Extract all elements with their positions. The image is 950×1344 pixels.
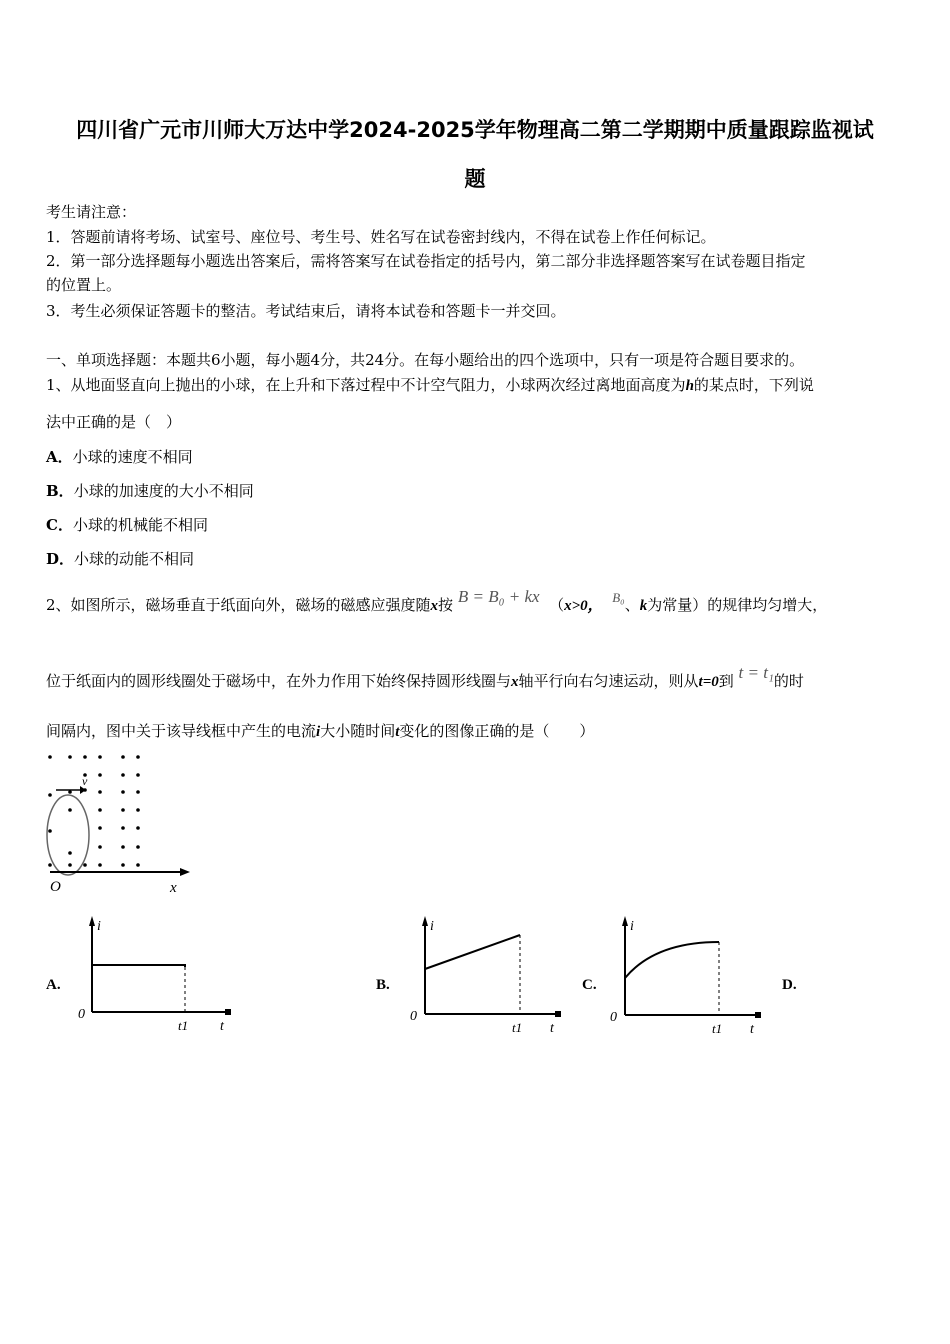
field-dot [121, 755, 125, 759]
field-dot [83, 863, 87, 867]
origin-label: O [50, 879, 61, 895]
q1-option-a[interactable]: A．小球的速度不相同 [46, 448, 193, 466]
svg-text:0: 0 [78, 1007, 85, 1022]
field-dot [121, 863, 125, 867]
q1-stem: 1、从地面竖直向上抛出的小球，在上升和下落过程中不计空气阻力，小球两次经过离地面高度为h的某点时，下列说 [46, 376, 814, 394]
svg-text:t: t [750, 1022, 754, 1037]
field-dot [121, 790, 125, 794]
svg-text:i: i [97, 919, 101, 934]
notice-heading: 考生请注意： [46, 203, 137, 221]
doc-title: 四川省广元市川师大万达中学2024-2025学年物理高二第二学期期中质量跟踪监视试 [76, 118, 874, 142]
q2-option-d[interactable]: D. [782, 977, 797, 993]
field-dot [48, 793, 52, 797]
q2-option-a[interactable]: A. [46, 977, 61, 993]
graph-c [600, 912, 770, 1037]
svg-text:0: 0 [410, 1009, 417, 1024]
q1-option-c[interactable]: C．小球的机械能不相同 [46, 516, 208, 534]
field-dot [68, 808, 72, 812]
field-dot [98, 826, 102, 830]
magnetic-field-figure [40, 745, 200, 900]
field-dot [121, 826, 125, 830]
field-dot [136, 826, 140, 830]
field-dot [98, 808, 102, 812]
notice-item: 3．考生必须保证答题卡的整洁。考试结束后，请将本试卷和答题卡一并交回。 [46, 302, 566, 320]
svg-text:t: t [220, 1019, 224, 1034]
graph-a [70, 912, 240, 1037]
doc-title-cont: 题 [464, 167, 486, 191]
graph-b [400, 912, 570, 1037]
field-dot [98, 755, 102, 759]
q2-option-c[interactable]: C. [582, 977, 597, 993]
field-dot [98, 790, 102, 794]
field-dot [136, 863, 140, 867]
field-dot [48, 755, 52, 759]
field-dot [136, 790, 140, 794]
field-dot [121, 773, 125, 777]
field-dot [98, 845, 102, 849]
q1-stem-cont: 法中正确的是（ ） [46, 413, 182, 431]
svg-text:t1: t1 [178, 1018, 189, 1033]
field-dot [121, 808, 125, 812]
svg-text:t1: t1 [712, 1021, 723, 1036]
field-dot [68, 755, 72, 759]
q1-option-d[interactable]: D．小球的动能不相同 [46, 550, 195, 568]
section-heading: 一、单项选择题：本题共6小题，每小题4分，共24分。在每小题给出的四个选项中，只有一项是符合题目要求的。 [46, 351, 805, 369]
current-curve [625, 942, 719, 978]
x-axis-label: x [170, 880, 177, 896]
circular-coil [47, 795, 89, 875]
notice-item: 1．答题前请将考场、试室号、座位号、考生号、姓名写在试卷密封线内，不得在试卷上作任何标记。 [46, 228, 716, 246]
q1-option-b[interactable]: B．小球的加速度的大小不相同 [46, 482, 254, 500]
q2-stem-cont: 位于纸面内的圆形线圈处于磁场中，在外力作用下始终保持圆形线圈与x轴平行向右匀速运动，则从t=0到 t = t₁的时 [46, 663, 804, 690]
field-dot [136, 808, 140, 812]
notice-item: 的位置上。 [46, 276, 122, 294]
field-dot [98, 773, 102, 777]
field-dot [136, 755, 140, 759]
field-dot [68, 851, 72, 855]
velocity-label: v [82, 774, 88, 788]
q2-stem: 2、如图所示，磁场垂直于纸面向外，磁场的磁感应强度随x按 B = B₀ + kx （x>0， B₀、k为常量）的规律均匀增大， [46, 587, 828, 614]
field-dot [48, 863, 52, 867]
current-line [92, 965, 185, 967]
field-dot [136, 773, 140, 777]
svg-text:t: t [550, 1021, 554, 1036]
svg-text:i: i [630, 919, 634, 934]
field-dot [121, 845, 125, 849]
svg-text:0: 0 [610, 1010, 617, 1025]
field-dot [98, 863, 102, 867]
svg-text:i: i [430, 919, 434, 934]
field-dot [68, 863, 72, 867]
field-dot [136, 845, 140, 849]
notice-item: 2．第一部分选择题每小题选出答案后，需将答案写在试卷指定的括号内，第二部分非选择题答案写在试卷题目指定 [46, 252, 806, 270]
current-line [425, 935, 520, 969]
field-dot [83, 755, 87, 759]
q2-option-b[interactable]: B. [376, 977, 390, 993]
svg-text:t1: t1 [512, 1020, 523, 1035]
q2-stem-cont: 间隔内，图中关于该导线框中产生的电流i大小随时间t变化的图像正确的是（ ） [46, 722, 595, 740]
field-dot [48, 829, 52, 833]
